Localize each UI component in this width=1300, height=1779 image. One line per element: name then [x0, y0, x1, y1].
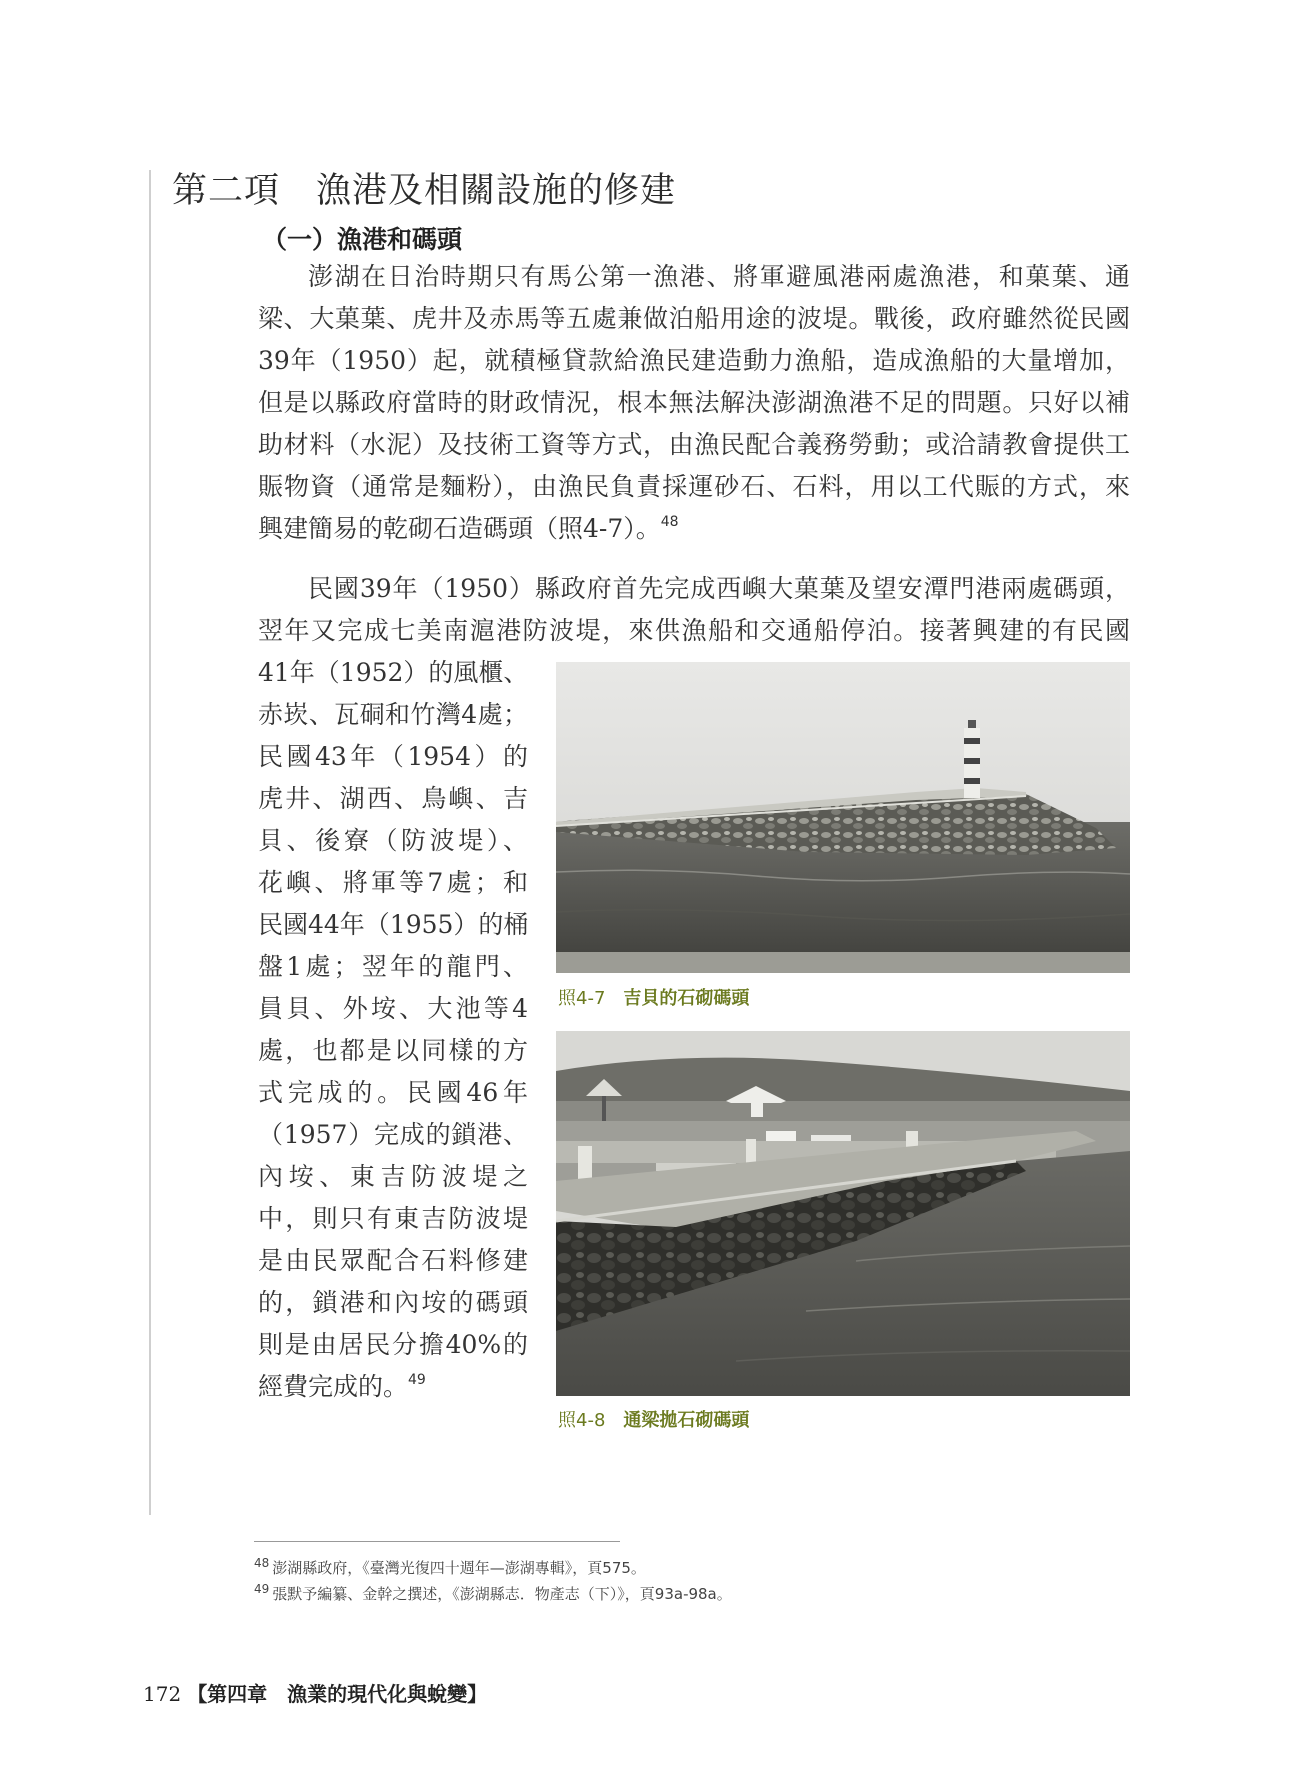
footnote-ref-48[interactable]: 48	[660, 514, 679, 530]
photo-jibei-stone-pier	[556, 662, 1130, 973]
caption-number: 照4-8	[558, 1410, 606, 1431]
narrow-line: （1957）完成的鎖港、	[258, 1120, 528, 1149]
footnote-49	[254, 1582, 732, 1604]
caption-text: 通梁拋石砌碼頭	[623, 1410, 750, 1431]
narrow-line: 虎井、湖西、鳥嶼、吉	[258, 784, 528, 813]
narrow-line: 民國43年（1954）的	[258, 742, 528, 771]
footnote-text: 張默予編纂、金幹之撰述，《澎湖縣志．物產志（下）》，頁93a-98a。	[272, 1585, 732, 1603]
footnote-ref-49[interactable]: 49	[408, 1372, 426, 1388]
paragraph-line: 梁、大菓葉、虎井及赤馬等五處兼做泊船用途的波堤。戰後，政府雖然從民國	[258, 304, 1130, 333]
paragraph-line: 但是以縣政府當時的財政情況，根本無法解決澎湖漁港不足的問題。只好以補	[258, 388, 1130, 417]
footnote-number: 49	[254, 1582, 270, 1596]
footnote-separator	[254, 1541, 620, 1542]
page-number: 172	[143, 1682, 182, 1706]
section-title: 第二項 漁港及相關設施的修建	[172, 171, 677, 211]
subsection-title: （一）漁港和碼頭	[262, 225, 463, 254]
footnote-48	[254, 1556, 646, 1578]
footnote-text: 澎湖縣政府，《臺灣光復四十週年—澎湖專輯》，頁575。	[272, 1559, 646, 1577]
paragraph-line: 賑物資（通常是麵粉），由漁民負責採運砂石、石料，用以工代賑的方式，來	[258, 472, 1130, 501]
narrow-line: 的，鎖港和內垵的碼頭	[258, 1288, 528, 1317]
narrow-line: 民國44年（1955）的桶	[258, 910, 528, 939]
narrow-line: 花嶼、將軍等7處；和	[258, 868, 528, 897]
photo-caption-4-8	[558, 1406, 749, 1432]
paragraph-line-last	[258, 508, 1130, 550]
narrow-line: 則是由居民分擔40%的	[258, 1330, 528, 1359]
narrow-line: 盤1處；翌年的龍門、	[258, 952, 528, 981]
narrow-line: 赤崁、瓦硐和竹灣4處；	[258, 700, 528, 729]
paragraph-text: 興建簡易的乾砌石造碼頭（照4-7）。	[258, 514, 661, 543]
paragraph-line: 澎湖在日治時期只有馬公第一漁港、將軍避風港兩處漁港，和菓葉、通	[308, 262, 1130, 291]
narrow-line-last	[258, 1366, 528, 1408]
photo-caption-4-7	[558, 984, 749, 1010]
narrow-line: 員貝、外垵、大池等4	[258, 994, 528, 1023]
paragraph-line: 民國39年（1950）縣政府首先完成西嶼大菓葉及望安潭門港兩處碼頭，	[308, 574, 1130, 603]
narrow-line: 貝、後寮（防波堤）、	[258, 826, 528, 855]
paragraph-1	[258, 256, 1130, 550]
narrow-line: 處，也都是以同樣的方	[258, 1036, 528, 1065]
running-footer	[143, 1678, 487, 1707]
narrow-line: 41年（1952）的風櫃、	[258, 658, 528, 687]
footnote-number: 48	[254, 1556, 270, 1570]
narrow-line: 中，則只有東吉防波堤	[258, 1204, 528, 1233]
narrow-line: 式完成的。民國46年	[258, 1078, 528, 1107]
paragraph-2-narrow-column	[258, 652, 528, 1408]
paragraph-line: 39年（1950）起，就積極貸款給漁民建造動力漁船，造成漁船的大量增加，	[258, 346, 1130, 375]
narrow-line: 是由民眾配合石料修建	[258, 1246, 528, 1275]
chapter-title: 【第四章 漁業的現代化與蛻變】	[187, 1682, 488, 1706]
caption-number: 照4-7	[558, 988, 606, 1009]
photo-tongliang-riprap-pier	[556, 1031, 1130, 1396]
narrow-text: 經費完成的。	[258, 1372, 409, 1401]
margin-rule	[149, 170, 151, 1515]
caption-text: 吉貝的石砌碼頭	[623, 988, 750, 1009]
paragraph-line: 翌年又完成七美南滬港防波堤，來供漁船和交通船停泊。接著興建的有民國	[258, 616, 1130, 645]
narrow-line: 內垵、東吉防波堤之	[258, 1162, 528, 1191]
paragraph-line: 助材料（水泥）及技術工資等方式，由漁民配合義務勞動；或洽請教會提供工	[258, 430, 1130, 459]
paragraph-2	[258, 568, 1130, 652]
